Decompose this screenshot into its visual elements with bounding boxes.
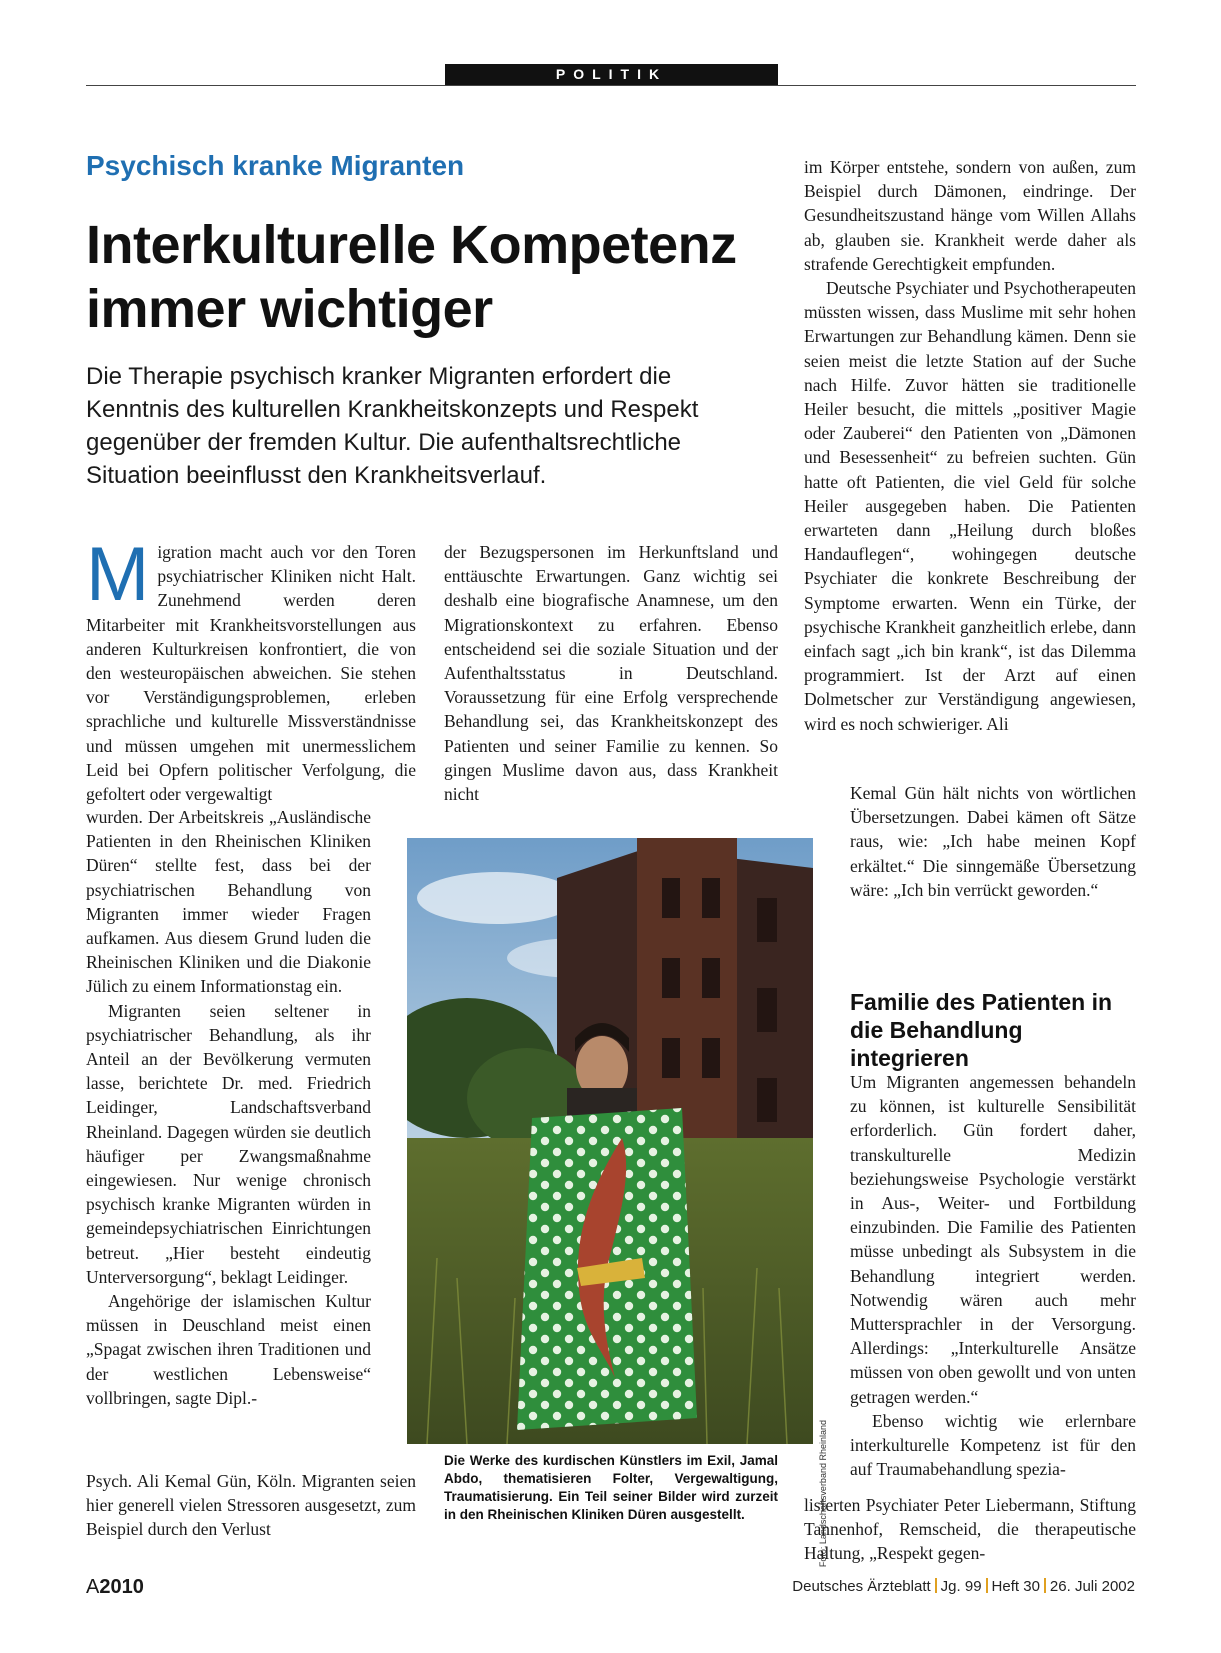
article-photo: [407, 838, 813, 1444]
paragraph: igration macht auch vor den Toren psychiatrischer Kliniken nicht Halt. Zunehmend werden deren Mitarbeiter mit Krankheitsvorstellungen aus anderen Kulturkreisen konfrontiert, die von den westeuropäischen abweichen. Sie stehen vor Verständigungsproblemen, erleben sprachliche und kulturelle Missverständnisse und müssen umgehen mit unermesslichem Leid bei Opfern politischer Verfolgung, die gefoltert oder vergewaltigt: [86, 542, 416, 805]
paragraph: Deutsche Psychiater und Psychotherapeuten müssten wissen, dass Muslime mit sehr hohen Erwartungen zur Behandlung kämen. Denn sie seien meist die letzte Station auf der Suche nach Hilfe. Zuvor hätten sie traditionelle Heiler besucht, die mittels „positiver Magie oder Zauberei“ den Patienten von „Dämonen und Besessenheit“ zu befreien suchten. Gün hatte oft Patienten, die viel Geld für solche Heiler ausgegeben haben. Die Patienten erwarteten dann „Heilung durch bloßes Handauflegen“, wohingegen deutsche Psychiater die konkrete Beschreibung der Symptome erwarten. Wenn ein Türke, der psychische Krankheit ganzheitlich erlebe, dann einfach sagt „ich bin krank“, ist das Dilemma programmiert. Ist der Arzt auf einen Dolmetscher zur Verständigung angewiesen, wird es noch schwieriger. Ali: [804, 278, 1136, 734]
journal-issue: Heft 30: [991, 1578, 1040, 1595]
journal-volume: Jg. 99: [940, 1578, 982, 1595]
paragraph: wurden. Der Arbeitskreis „Ausländische Patienten in den Rheinischen Kliniken Düren“ stellte fest, dass bei der psychiatrischen Behandlung von Migranten immer wieder Fragen aufkamen. Aus diesem Grund luden die Rheinischen Kliniken und die Diakonie Jülich zu einem Informationstag ein.: [86, 807, 371, 997]
separator: [1044, 1578, 1046, 1593]
drop-cap: M: [86, 532, 150, 617]
paragraph: Ebenso wichtig wie erlernbare interkulturelle Kompetenz ist für den auf Traumabehandlung spezia-: [850, 1410, 1136, 1480]
photo-credit: Foto: Landschaftsverband Rheinland: [818, 1420, 828, 1568]
column-1-top: [86, 532, 416, 806]
paragraph: der Bezugspersonen im Herkunftsland und enttäuschte Erwartungen. Ganz wichtig sei deshalb eine biografische Anamnese, um den Migrationskontext zu erfahren. Ebenso entscheidend sei die soziale Situation und der Aufenthaltsstatus in Deutschland. Voraussetzung für eine Erfolg versprechende Behandlung sei, das Krankheitskonzept des Patienten und seiner Familie zu kennen. So gingen Muslime davon aus, dass Krankheit nicht: [444, 542, 778, 805]
photo-caption: Die Werke des kurdischen Künstlers im Exil, Jamal Abdo, thematisieren Folter, Vergewaltigung, Traumatisierung. Ein Teil seiner Bilder wird zurzeit in den Rheinischen Kliniken Düren ausgestellt.: [444, 1453, 778, 1522]
paragraph: Migranten seien seltener in psychiatrischer Behandlung, als ihr Anteil an der Bevölkerung vermuten lasse, berichtete Dr. med. Friedrich Leidinger, Landschaftsverband Rheinland. Dagegen würden sie deutlich häufiger per Zwangsmaßnahme eingewiesen. Nur wenige chronisch psychisch kranke Migranten würden in gemeindepsychiatrischen Einrichtungen betreut. „Hier besteht eindeutig Unterversorgung“, beklagt Leidinger.: [86, 1000, 371, 1287]
paragraph: Psych. Ali Kemal Gün, Köln. Migranten seien hier generell vielen Stressoren ausgesetzt, zum Beispiel durch den Verlust: [86, 1471, 416, 1540]
footer-journal-info: [792, 1578, 1135, 1595]
column-1-wrapped: [86, 805, 371, 1410]
column-3-bottom: [804, 1493, 1136, 1566]
journal-date: 26. Juli 2002: [1049, 1578, 1135, 1595]
header-rule: [86, 85, 1136, 86]
paragraph: lisierten Psychiater Peter Liebermann, Stiftung Tannenhof, Remscheid, die therapeutische Haltung, „Respekt gegen-: [804, 1495, 1136, 1564]
paragraph: Um Migranten angemessen behandeln zu können, ist kulturelle Sensibilität erforderlich. Gün fordert daher, transkulturelle Medizin beziehungsweise Psychologie verstärkt in Aus-, Weiter- und Fortbildung einzubinden. Die Familie des Patienten müsse unbedingt als Subsystem in die Behandlung integriert werden. Notwendig wären auch mehr Muttersprachler in der Versorgung. Allerdings: „Interkulturelle Ansätze müssen von oben gewollt und von unten getragen werden.“: [850, 1072, 1136, 1407]
paragraph: im Körper entstehe, sondern von außen, zum Beispiel durch Dämonen, eindringe. Der Gesundheitszustand hänge vom Willen Allahs ab, glauben sie. Krankheit werde daher als strafende Gerechtigkeit empfunden.: [804, 157, 1136, 274]
section-tag: POLITIK: [445, 64, 778, 85]
journal-name: Deutsches Ärzteblatt: [792, 1578, 931, 1595]
page-prefix: A: [86, 1576, 100, 1598]
column-3-top: [804, 155, 1136, 736]
column-3-lower: [850, 1070, 1136, 1481]
separator: [935, 1578, 937, 1593]
article-kicker: Psychisch kranke Migranten: [86, 150, 465, 181]
article-headline: Interkulturelle Kompetenz immer wichtiger: [86, 215, 737, 339]
paragraph: Kemal Gün hält nichts von wörtlichen Übersetzungen. Dabei kämen oft Sätze raus, wie: „Ich habe meinen Kopf erkältet.“ Die sinngemäße Übersetzung wäre: „Ich bin verrückt geworden.“: [850, 783, 1136, 900]
page-number-value: 2010: [99, 1576, 144, 1598]
separator: [986, 1578, 988, 1593]
article-lead: Die Therapie psychisch kranker Migranten erfordert die Kenntnis des kulturellen Krankheitskonzepts und Respekt gegenüber der fremden Kultur. Die aufenthaltsrechtliche Situation beeinflusst den Krankheitsverlauf.: [86, 363, 699, 489]
paragraph: Angehörige der islamischen Kultur müssen in Deuschland meist einen „Spagat zwischen ihren Traditionen und der westlichen Lebensweise“ vollbringen, sagte Dipl.-: [86, 1291, 371, 1408]
column-1-bottom: [86, 1469, 416, 1542]
column-3-wrapped: [850, 781, 1136, 902]
column-2: [444, 540, 778, 806]
article-subhead: Familie des Patienten in die Behandlung integrieren: [850, 989, 1113, 1071]
page-number: [86, 1576, 144, 1599]
